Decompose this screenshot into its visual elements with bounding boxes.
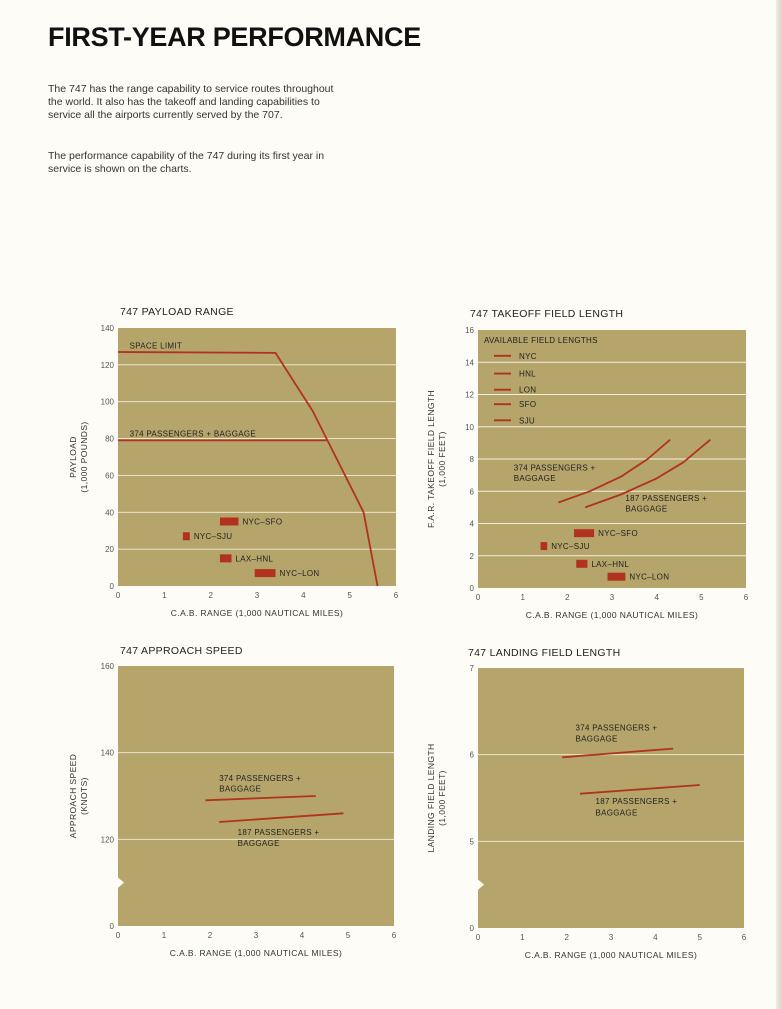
x-tick-label: 3 xyxy=(254,591,260,600)
takeoff-field-chart xyxy=(420,322,750,628)
field-length-label: NYC xyxy=(519,351,537,361)
x-axis-label: C.A.B. RANGE (1,000 NAUTICAL MILES) xyxy=(525,610,699,620)
series-label: SPACE LIMIT xyxy=(129,341,183,351)
route-marker xyxy=(220,518,239,526)
series-label: 187 PASSENGERS + xyxy=(237,828,320,837)
y-tick-label: 14 xyxy=(465,358,474,368)
y-tick-label: 40 xyxy=(105,508,114,518)
x-tick-label: 3 xyxy=(609,593,615,602)
landing-field-title: 747 LANDING FIELD LENGTH xyxy=(468,647,621,659)
y-tick-label: 16 xyxy=(465,326,474,335)
x-tick-label: 1 xyxy=(161,931,167,940)
route-label: NYC–SJU xyxy=(551,542,590,552)
field-length-label: SFO xyxy=(519,400,537,410)
legend-title: AVAILABLE FIELD LENGTHS xyxy=(484,336,598,345)
series-label: BAGGAGE xyxy=(513,473,556,483)
y-axis-label: PAYLOAD xyxy=(68,436,78,478)
x-tick-label: 3 xyxy=(608,933,614,942)
y-tick-label: 2 xyxy=(469,551,474,561)
y-tick-label: 0 xyxy=(109,922,114,931)
intro-paragraph-2: The performance capability of the 747 during its first year in service is shown on the charts. xyxy=(48,150,325,175)
x-tick-label: 3 xyxy=(253,931,259,940)
payload-range-chart xyxy=(60,320,400,626)
y-tick-label: 6 xyxy=(469,487,474,497)
x-tick-label: 5 xyxy=(345,931,351,940)
landing-field-chart xyxy=(420,662,750,968)
route-marker xyxy=(574,529,594,537)
y-tick-label: 0 xyxy=(469,584,474,593)
route-label: NYC–LON xyxy=(629,572,670,582)
x-tick-label: 6 xyxy=(741,933,747,942)
x-tick-label: 1 xyxy=(162,591,167,600)
x-tick-label: 4 xyxy=(301,591,306,600)
series-label: BAGGAGE xyxy=(575,734,618,744)
x-tick-label: 5 xyxy=(699,593,704,602)
y-tick-label: 8 xyxy=(469,455,474,464)
series-label: BAGGAGE xyxy=(595,808,638,818)
route-marker xyxy=(220,554,232,562)
y-tick-label: 5 xyxy=(469,837,474,847)
x-tick-label: 1 xyxy=(520,933,525,942)
route-marker xyxy=(183,532,190,540)
y-tick-label: 120 xyxy=(100,360,114,370)
chart-panel xyxy=(118,666,394,926)
route-label: NYC–SFO xyxy=(242,517,283,527)
route-marker xyxy=(576,560,587,568)
series-label: 374 PASSENGERS + xyxy=(513,463,596,473)
series-label: 374 PASSENGERS + xyxy=(219,773,302,783)
x-tick-label: 0 xyxy=(115,591,121,600)
x-tick-label: 2 xyxy=(565,593,570,602)
route-label: NYC–LON xyxy=(279,569,320,579)
x-tick-label: 5 xyxy=(347,591,352,600)
chart-panel xyxy=(118,328,396,586)
route-label: NYC–SJU xyxy=(193,532,233,542)
y-axis-unit: (KNOTS) xyxy=(79,777,89,815)
y-tick-label: 0 xyxy=(469,924,474,933)
x-tick-label: 6 xyxy=(393,591,399,600)
y-axis-unit: (1,000 POUNDS) xyxy=(79,421,89,493)
x-tick-label: 0 xyxy=(115,931,121,940)
series-label: BAGGAGE xyxy=(625,504,668,514)
y-tick-label: 100 xyxy=(100,397,114,407)
series-label: 374 PASSENGERS + BAGGAGE xyxy=(129,429,257,439)
y-axis-unit: (1,000 FEET) xyxy=(437,431,447,487)
x-tick-label: 5 xyxy=(697,933,702,942)
y-axis-label: F.A.R. TAKEOFF FIELD LENGTH xyxy=(426,389,436,529)
series-label: BAGGAGE xyxy=(219,784,262,794)
page-title: FIRST-YEAR PERFORMANCE xyxy=(48,22,421,52)
y-axis-unit: (1,000 FEET) xyxy=(437,770,447,826)
x-axis-label: C.A.B. RANGE (1,000 NAUTICAL MILES) xyxy=(170,608,344,618)
y-tick-label: 140 xyxy=(100,324,114,333)
x-tick-label: 2 xyxy=(207,931,213,940)
field-length-label: HNL xyxy=(519,369,536,379)
x-tick-label: 1 xyxy=(520,593,525,602)
x-axis-label: C.A.B. RANGE (1,000 NAUTICAL MILES) xyxy=(524,950,698,960)
y-tick-label: 140 xyxy=(100,748,114,758)
route-label: NYC–SFO xyxy=(598,529,639,539)
x-tick-label: 0 xyxy=(475,933,481,942)
page-edge xyxy=(776,0,782,1009)
field-length-label: SJU xyxy=(519,416,536,426)
payload-range-title: 747 PAYLOAD RANGE xyxy=(120,306,234,318)
x-tick-label: 4 xyxy=(653,933,658,942)
y-tick-label: 7 xyxy=(469,664,474,673)
y-tick-label: 20 xyxy=(105,545,114,555)
route-marker xyxy=(608,573,626,581)
route-marker xyxy=(541,542,548,550)
route-marker xyxy=(255,569,276,577)
series-label: 187 PASSENGERS + xyxy=(595,797,678,807)
y-tick-label: 10 xyxy=(465,422,474,432)
x-tick-label: 4 xyxy=(654,593,659,602)
x-tick-label: 6 xyxy=(391,931,397,940)
x-tick-label: 4 xyxy=(299,931,305,940)
route-label: LAX–HNL xyxy=(235,554,274,564)
y-tick-label: 60 xyxy=(105,471,114,481)
series-label: BAGGAGE xyxy=(237,838,280,848)
y-tick-label: 6 xyxy=(469,750,474,760)
y-tick-label: 80 xyxy=(105,434,114,444)
y-tick-label: 4 xyxy=(469,519,474,529)
y-tick-label: 120 xyxy=(100,835,114,845)
intro-paragraph-1: The 747 has the range capability to service routes throughout the world. It also has the takeoff and landing capabilities to service all the airports currently served by the 707. xyxy=(48,83,334,121)
y-tick-label: 160 xyxy=(100,662,114,671)
x-tick-label: 6 xyxy=(743,593,749,602)
takeoff-field-title: 747 TAKEOFF FIELD LENGTH xyxy=(470,308,624,320)
x-tick-label: 0 xyxy=(475,593,481,602)
approach-speed-title: 747 APPROACH SPEED xyxy=(120,645,243,657)
series-label: 187 PASSENGERS + xyxy=(625,493,708,503)
x-tick-label: 2 xyxy=(208,591,213,600)
x-tick-label: 2 xyxy=(564,933,569,942)
route-label: LAX–HNL xyxy=(591,559,630,569)
y-tick-label: 0 xyxy=(109,582,114,591)
x-axis-label: C.A.B. RANGE (1,000 NAUTICAL MILES) xyxy=(169,948,343,958)
field-length-label: LON xyxy=(519,385,537,395)
y-tick-label: 12 xyxy=(465,390,474,400)
y-axis-label: LANDING FIELD LENGTH xyxy=(426,743,436,853)
series-label: 374 PASSENGERS + xyxy=(575,723,658,733)
approach-speed-chart xyxy=(60,660,400,966)
y-axis-label: APPROACH SPEED xyxy=(68,753,78,839)
